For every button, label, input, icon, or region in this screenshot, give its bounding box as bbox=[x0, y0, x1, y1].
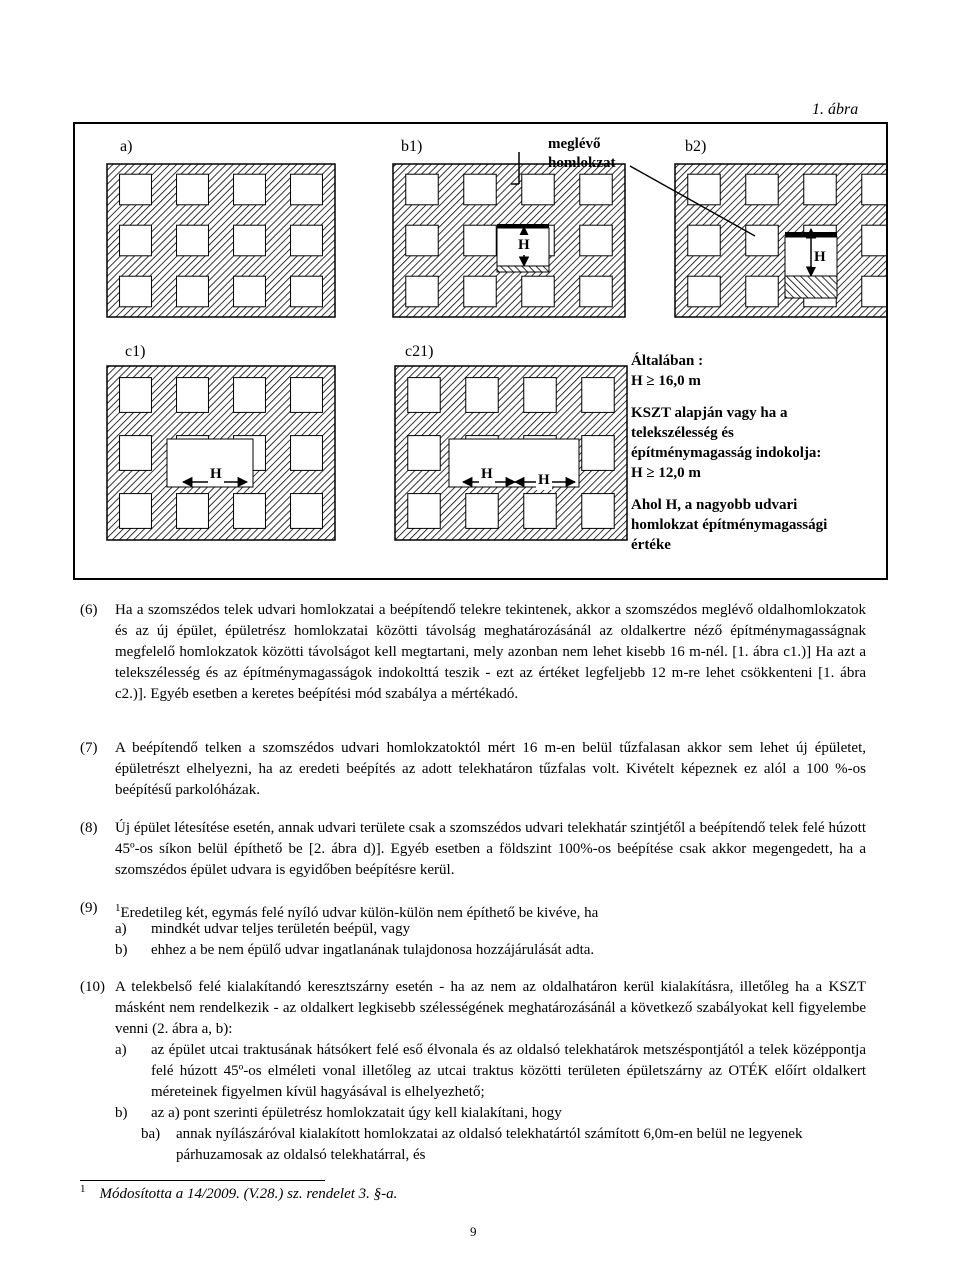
label-c1: c1) bbox=[125, 343, 146, 360]
courtyard bbox=[524, 494, 556, 529]
h-label-c22: H bbox=[538, 472, 550, 488]
h-label-c21: H bbox=[481, 466, 493, 482]
label-c21: c21) bbox=[405, 343, 434, 360]
footnote-mark: 1 bbox=[80, 1183, 86, 1195]
courtyard bbox=[177, 276, 209, 307]
note-line-5: építménymagasság indokolja: bbox=[631, 445, 822, 461]
courtyard bbox=[580, 276, 612, 307]
courtyard bbox=[120, 276, 152, 307]
h-label-b2: H bbox=[814, 249, 826, 265]
courtyard bbox=[582, 494, 614, 529]
courtyard bbox=[862, 174, 886, 205]
label-b2: b2) bbox=[685, 138, 707, 155]
courtyard bbox=[120, 378, 152, 413]
courtyard bbox=[582, 378, 614, 413]
courtyard bbox=[291, 276, 323, 307]
paragraph-10 bbox=[80, 977, 866, 1040]
courtyard bbox=[291, 436, 323, 471]
courtyard bbox=[408, 378, 440, 413]
paragraph-6 bbox=[80, 600, 866, 705]
courtyard bbox=[291, 174, 323, 205]
courtyard bbox=[177, 494, 209, 529]
courtyard bbox=[234, 494, 266, 529]
note-line-1: Általában : bbox=[631, 353, 704, 369]
list-item bbox=[141, 1124, 160, 1145]
courtyard bbox=[464, 174, 496, 205]
courtyard bbox=[291, 378, 323, 413]
item-label: b) bbox=[115, 942, 128, 958]
courtyard bbox=[688, 225, 720, 256]
courtyard bbox=[746, 276, 778, 307]
courtyard bbox=[466, 494, 498, 529]
list-item bbox=[151, 940, 594, 961]
item-text: az a) pont szerinti épületrész homlokzatait úgy kell kialakítani, hogy bbox=[151, 1105, 562, 1121]
paragraph-7 bbox=[80, 738, 866, 801]
courtyard bbox=[408, 494, 440, 529]
note-line-7: Ahol H, a nagyobb udvari bbox=[631, 497, 798, 513]
courtyard bbox=[466, 378, 498, 413]
courtyard bbox=[746, 225, 778, 256]
courtyard bbox=[582, 436, 614, 471]
list-item bbox=[151, 1040, 866, 1103]
list-item bbox=[115, 940, 128, 961]
paragraph-number: (10) bbox=[80, 979, 105, 995]
list-item bbox=[151, 919, 410, 940]
paragraph-number: (9) bbox=[80, 900, 98, 916]
courtyard bbox=[580, 174, 612, 205]
list-item bbox=[115, 919, 127, 940]
courtyard bbox=[234, 174, 266, 205]
footnote bbox=[80, 1183, 398, 1203]
paragraph-text: Ha a szomszédos telek udvari homlokzatai a beépítendő telekre tekintenek, akkor a szomszédos meglévő oldalhomlokzatok és az új épület, épületrész homlokzatai közötti távolság meghatározásánál az oldalkertre néző építménymagasságnak megfelelő homlokzatok közötti távolságot kell megtartani, mely azonban nem lehet kisebb 16 m-nél. [1. ábra c1.)] Ha azt a telekszélesség és az építménymagasságok indokolttá teszik - ezt az értéket legfeljebb 12 m-re lehet csökkenteni [1. ábra c2.)]. Egyéb esetben a keretes beépítési mód szabálya a mértékadó. bbox=[115, 602, 866, 702]
courtyard bbox=[234, 276, 266, 307]
courtyard bbox=[234, 378, 266, 413]
courtyard bbox=[406, 174, 438, 205]
note-line-4: telekszélesség és bbox=[631, 425, 734, 441]
h-label-b1: H bbox=[518, 237, 530, 253]
courtyard bbox=[291, 225, 323, 256]
courtyard bbox=[120, 494, 152, 529]
courtyard bbox=[746, 174, 778, 205]
item-text: annak nyílászáróval kialakított homlokzatai az oldalsó telekhatártól számított 6,0m-en belül ne legyenek párhuzamosak az oldalsó telekhatárral, és bbox=[176, 1126, 803, 1163]
item-label: b) bbox=[115, 1105, 128, 1121]
paragraph-text: Új épület létesítése esetén, annak udvari területe csak a szomszédos udvari telekhatár szintjétől a beépítendő telek felé húzott 45º-os síkon belül építhető be [2. ábra d)]. Egyéb esetben a földszint 100%-os beépítése csak akkor megengedett, ha a szomszédos épület udvara is egyidőben beépítésre kerül. bbox=[115, 820, 866, 878]
courtyard bbox=[406, 276, 438, 307]
item-text: ehhez a be nem épülő udvar ingatlanának tulajdonosa hozzájárulását adta. bbox=[151, 942, 595, 958]
label-b1: b1) bbox=[401, 138, 423, 155]
item-text: mindkét udvar teljes területén beépül, vagy bbox=[151, 921, 411, 937]
item-label: a) bbox=[115, 921, 127, 937]
note-line-3: KSZT alapján vagy ha a bbox=[631, 405, 788, 421]
courtyard bbox=[177, 225, 209, 256]
paragraph-8 bbox=[80, 818, 866, 881]
paragraph-number: (7) bbox=[80, 740, 98, 756]
footnote-text: Módosította a 14/2009. (V.28.) sz. rendelet 3. §-a. bbox=[99, 1186, 398, 1202]
open-courtyard bbox=[449, 439, 579, 487]
label-a: a) bbox=[120, 138, 133, 155]
item-label: a) bbox=[115, 1042, 127, 1058]
courtyard bbox=[177, 378, 209, 413]
courtyard bbox=[408, 436, 440, 471]
courtyard bbox=[120, 436, 152, 471]
courtyard bbox=[406, 225, 438, 256]
courtyard bbox=[464, 276, 496, 307]
courtyard bbox=[862, 276, 886, 307]
h-label-c1: H bbox=[210, 466, 222, 482]
courtyard bbox=[524, 378, 556, 413]
item-label: ba) bbox=[141, 1126, 161, 1142]
courtyard bbox=[120, 174, 152, 205]
existing-facade-label-2: homlokzat bbox=[548, 155, 616, 171]
paragraph-body: Eredetileg két, egymás felé nyíló udvar külön-külön nem építhető be kivéve, ha bbox=[120, 905, 599, 921]
list-item bbox=[115, 1103, 128, 1124]
figure-caption: 1. ábra bbox=[812, 101, 859, 118]
paragraph-text: A telekbelső felé kialakítandó keresztszárny esetén - ha az nem az oldalhatáron kerül kialakításra, illetőleg ha a KSZT másként nem rendelkezik - az oldalkert legkisebb szélességének meghatározásánál a következő szabályokat kell figyelembe venni (2. ábra a, b): bbox=[115, 979, 866, 1037]
item-text: az épület utcai traktusának hátsókert felé eső élvonala és az oldalsó telekhatárok metszéspontjától a telek középpontja felé húzott 45º-os elméleti vonal illetőleg az utcai traktus közötti területen épületszárny az OTÉK előírt oldalkert méreteinek figyelmen kívül hagyásával is elhelyezhető; bbox=[151, 1042, 866, 1100]
list-item bbox=[176, 1124, 866, 1166]
courtyard bbox=[120, 225, 152, 256]
note-line-6: H ≥ 12,0 m bbox=[631, 465, 701, 481]
courtyard bbox=[464, 225, 496, 256]
courtyard bbox=[234, 225, 266, 256]
paragraph-text: A beépítendő telken a szomszédos udvari homlokzatoktól mért 16 m-en belül tűzfalasan akkor sem lehet új épületet, épületrészt elhelyezni, ha az eredeti beépítés az adott telekhatáron tűzfalas volt. Kivételt képeznek ez alól a 100 %-os beépítésű parkolóházak. bbox=[115, 740, 866, 798]
page-number: 9 bbox=[470, 1224, 477, 1239]
footnote-reference: 1 bbox=[115, 902, 121, 914]
courtyard bbox=[688, 174, 720, 205]
paragraph-number: (6) bbox=[80, 602, 98, 618]
courtyard bbox=[804, 174, 836, 205]
figure-frame bbox=[73, 122, 888, 580]
courtyard bbox=[522, 276, 554, 307]
note-line-8: homlokzat építménymagassági bbox=[631, 517, 828, 533]
courtyard bbox=[291, 494, 323, 529]
courtyard bbox=[580, 225, 612, 256]
figure-note bbox=[631, 351, 881, 555]
courtyard bbox=[177, 174, 209, 205]
courtyard bbox=[688, 276, 720, 307]
courtyard bbox=[522, 174, 554, 205]
existing-facade-label-1: meglévő bbox=[548, 136, 601, 152]
list-item bbox=[115, 1040, 127, 1061]
note-line-2: H ≥ 16,0 m bbox=[631, 373, 701, 389]
footnote-divider bbox=[80, 1180, 325, 1181]
list-item bbox=[151, 1103, 562, 1124]
paragraph-number: (8) bbox=[80, 820, 98, 836]
note-line-9: értéke bbox=[631, 537, 671, 553]
courtyard bbox=[862, 225, 886, 256]
